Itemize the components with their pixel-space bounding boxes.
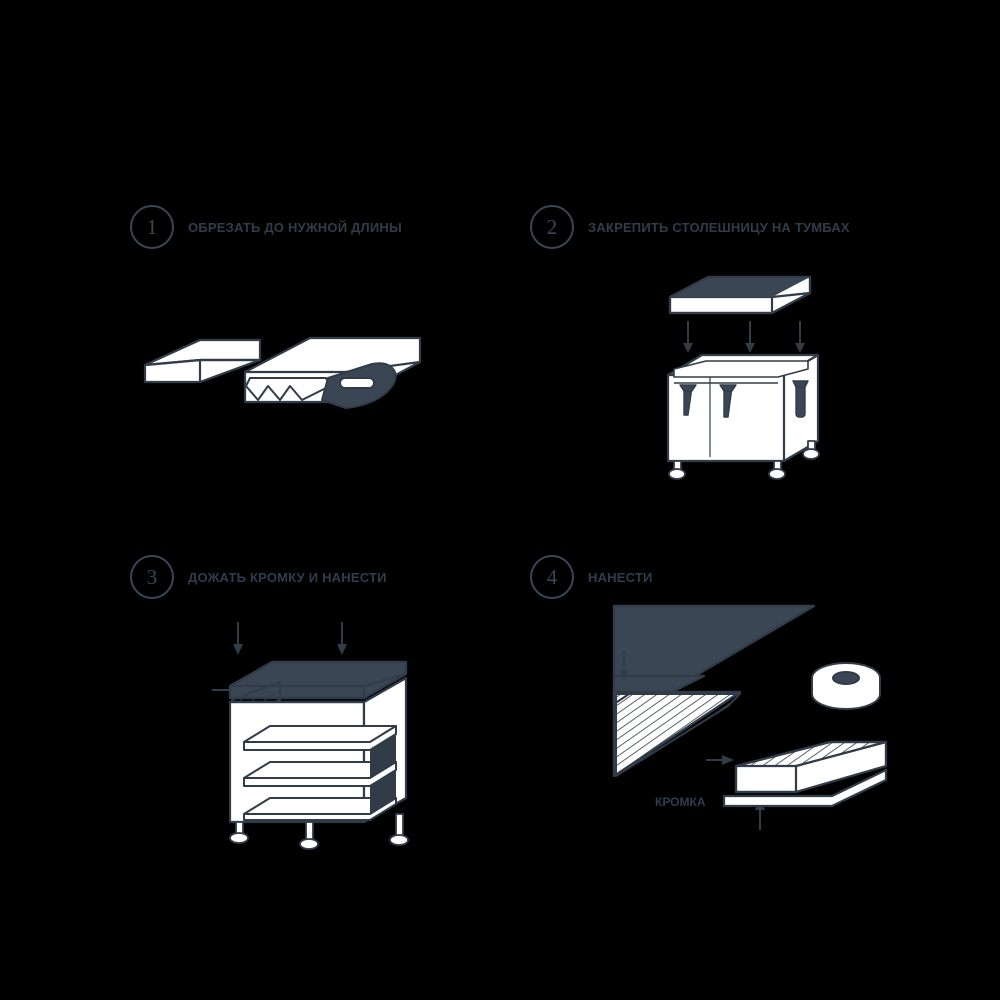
step-1	[130, 205, 402, 249]
step-3-title: ДОЖАТЬ КРОМКУ И НАНЕСТИ	[188, 569, 387, 585]
step-1-title: ОБРЕЗАТЬ ДО НУЖНОЙ ДЛИНЫ	[188, 219, 402, 235]
step-4-number: 4	[530, 555, 574, 599]
pressing-edge-band-icon	[210, 610, 440, 870]
step-1-number: 1	[130, 205, 174, 249]
edge-band-roll-icon	[600, 580, 900, 870]
step-3-header	[130, 555, 387, 599]
step-2	[530, 205, 850, 249]
step-2-header	[530, 205, 850, 249]
step-3-number: 3	[130, 555, 174, 599]
step-1-header	[130, 205, 402, 249]
edge-band-label: КРОМКА	[655, 795, 706, 809]
countertop-onto-cabinet-icon	[650, 265, 850, 485]
step-2-number: 2	[530, 205, 574, 249]
saw-cutting-panel-icon	[140, 320, 440, 460]
step-2-title: ЗАКРЕПИТЬ СТОЛЕШНИЦУ НА ТУМБАХ	[588, 219, 850, 235]
step-4-title: НАНЕСТИ	[588, 569, 653, 585]
step-3	[130, 555, 387, 599]
